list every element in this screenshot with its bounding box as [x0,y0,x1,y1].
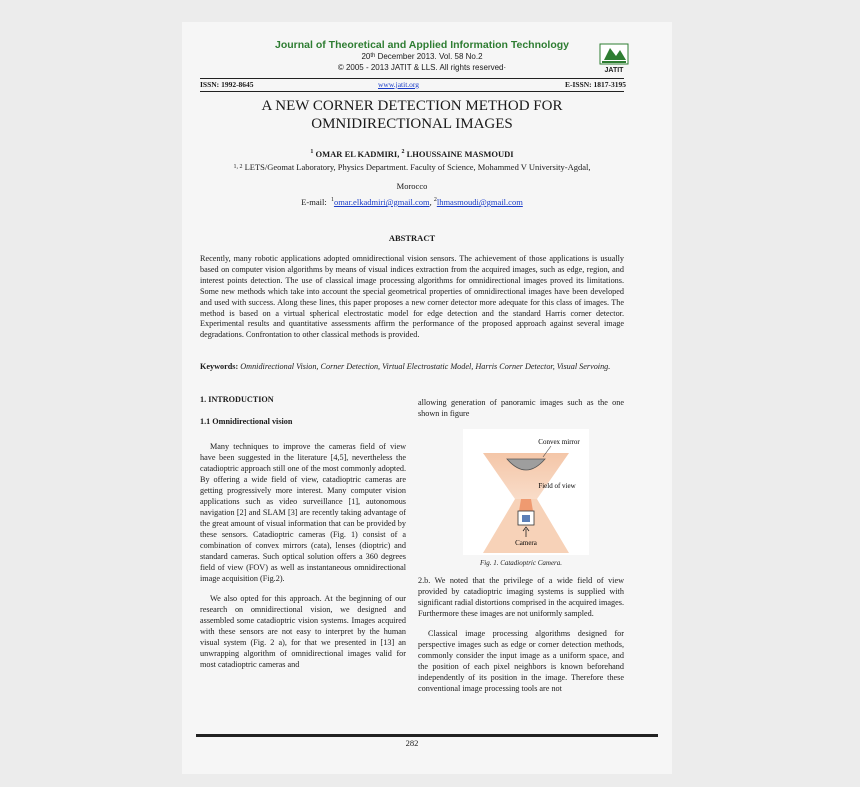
label-convex-mirror: Convex mirror [538,438,580,446]
issn: ISSN: 1992-8645 [200,80,254,89]
affiliation: $^{1, 2}$ LETS/Geomat Laboratory, Physics Department. Faculty of Science, Mohammed V University-Agdal, [233,162,591,172]
camera-lens-icon [522,515,530,522]
page-number: 282 [405,738,419,748]
authors: $^1$ OMAR EL KADMIRI, $^2$ LHOUSSAINE MASMOUDI [310,149,514,159]
left-column [200,394,406,670]
paper-title-line2: OMNIDIRECTIONAL IMAGES [311,116,513,132]
journal-copyright: © 2005 - 2013 JATIT & LLS. All rights reserved· [337,63,507,72]
eissn: E-ISSN: 1817-3195 [564,80,626,89]
intro-paragraph-2: We also opted for this approach. At the beginning of our research on omnidirectional vision, we designed and assembled some catadioptric vision systems. Images acquired with these sensors are not easy to interpret by the human visual system (Fig. 2 a), for that we presented in [13] an unwrapping algorithm of omnidirectional images valid for most catadioptric cameras and [200,594,406,669]
abstract-heading: ABSTRACT [388,233,436,243]
document-page [182,22,672,774]
issn-bar [200,78,624,92]
email-line: E-mail: $^1$omar.elkadmiri@gmail.com, $^2$lhmasmoudi@gmail.com [301,197,523,207]
light-cone [519,499,533,511]
jatit-logo [596,42,632,74]
catadioptric-diagram [463,429,589,555]
paper-title [222,97,602,133]
paper-title-line1: A NEW CORNER DETECTION METHOD FOR [261,98,563,114]
website-link[interactable]: www.jatit.org [378,80,420,89]
logo-text: JATIT [604,67,624,74]
right-column-lower [418,575,624,694]
journal-header [262,39,582,73]
right-paragraph-3: Classical image processing algorithms designed for perspective images such as edge or corner detection methods, commonly consider the input image as a uniform space, and the position of each pixel neighbors is known beforehand independently of its position in the image. Therefore these conventional image processing tools are not [418,629,624,693]
affiliation-country: Morocco [396,181,428,191]
footer-rule [196,734,658,737]
intro-paragraph-1: Many techniques to improve the cameras field of view have been suggested in the literature [4,5], nevertheless the catadioptric approach still one of the most commonly adopted. By offering a wide field of view, catadioptric cameras are getting progressively more interest. Many computer vision applications such as video surveillance [1], autonomous navigation [2] and SLAM [3] are recently taking advantage of the great amount of visual information that can be provided by these sensors. Catadioptric cameras (Fig. 1) consist of a combination of convex mirrors (cata), lenses (dioptric) and standard cameras. Such optical solution offers a 360 degrees field of view (FOV) as well as instantaneous omnidirectional image acquisition (Fig.2). [200,442,406,583]
right-column [418,397,624,419]
right-paragraph-2: 2.b. We noted that the privilege of a wide field of view provided by catadioptric imaging systems is supplied with significant radial distortions comprised in the acquired images. Furthermore these images are not uniformly sampled. [418,576,624,618]
label-camera: Camera [515,539,537,547]
section-heading-introduction: 1. INTRODUCTION [200,395,274,404]
figure-catadioptric-camera [463,429,589,555]
right-paragraph-1: allowing generation of panoramic images such as the one shown in figure [418,398,624,418]
journal-date: 20th December 2013. Vol. 58 No.2 [361,52,483,61]
email2-link[interactable]: lhmasmoudi@gmail.com [436,197,523,207]
abstract-text: Recently, many robotic applications adopted omnidirectional vision sensors. The achievement of those applications is usually based on computer vision algorithms by means of visual indices extraction from the acquired images, such as edge, region, and interest points detection. The use of classical image processing algorithms for omnidirectional images proved its limitations. Some new methods which take into account the special geometrical properties of omnidirectional images have been developed and used with success. Along these lines, this paper proposes a new corner detector more adequate for this class of images. The method is based on a virtual spherical electrostatic model for edge detection and the standard Harris corner detector. Experimental results and quantitative assessments affirm the performance of the proposed approach against several image degradations. Confrontation to other classical methods is provided. [200,254,624,340]
keywords: Keywords: Omnidirectional Vision, Corner Detection, Virtual Electrostatic Model, Harris Corner Detector, Visual Servoing. [200,362,611,371]
email1-link[interactable]: omar.elkadmiri@gmail.com [333,197,430,207]
figure-caption: Fig. 1. Catadioptric Camera. [479,559,563,567]
label-field-of-view: Field of view [538,482,576,490]
journal-title: Journal of Theoretical and Applied Information Technology [274,39,569,51]
subsection-heading: 1.1 Omnidirectional vision [200,417,293,426]
jatit-logo-icon [596,42,632,74]
